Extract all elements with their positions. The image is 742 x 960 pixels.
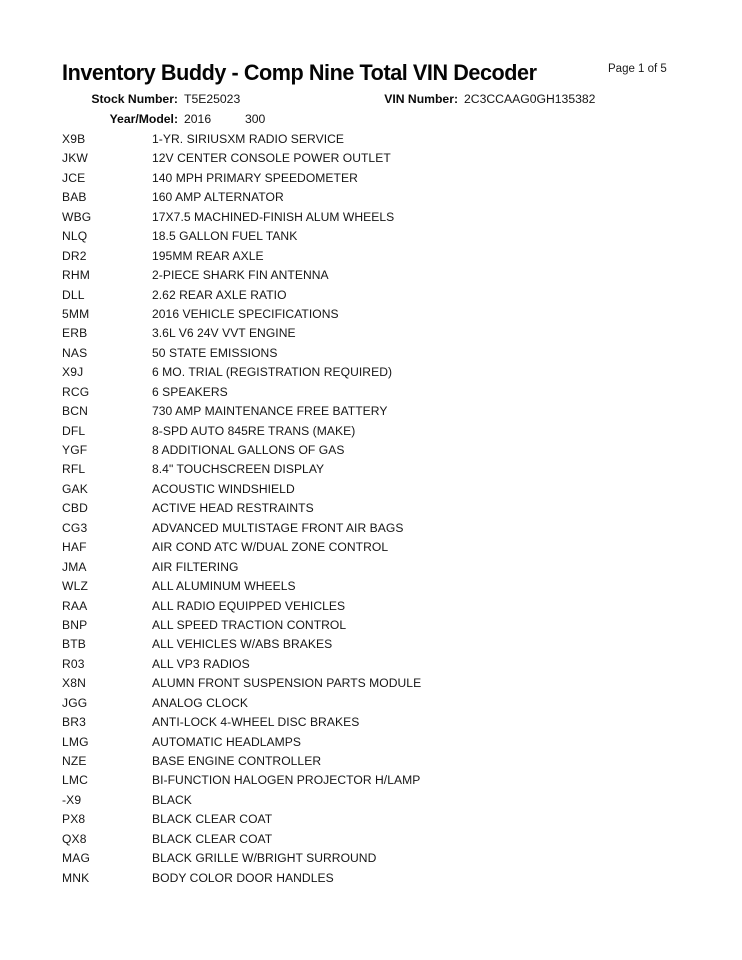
- option-description: 8 ADDITIONAL GALLONS OF GAS: [152, 443, 345, 457]
- option-description: 1-YR. SIRIUSXM RADIO SERVICE: [152, 132, 345, 146]
- stock-number-value: T5E25023: [184, 92, 241, 106]
- option-row: [0, 307, 742, 326]
- option-row: [0, 832, 742, 851]
- option-code: X9B: [62, 132, 86, 146]
- option-code: BNP: [62, 617, 88, 632]
- option-code: JCE: [62, 170, 86, 185]
- model-value: 300: [245, 112, 266, 126]
- option-row: [0, 385, 742, 404]
- option-description: BLACK: [152, 792, 192, 807]
- option-row: [0, 151, 742, 170]
- option-row: [0, 696, 742, 715]
- option-row: [0, 443, 742, 462]
- year-model-row: [0, 112, 742, 132]
- option-code: JMA: [62, 559, 87, 574]
- option-description: 730 AMP MAINTENANCE FREE BATTERY: [152, 404, 388, 419]
- year-value: 2016: [184, 112, 212, 126]
- option-code-list: [0, 132, 742, 890]
- option-code: NZE: [62, 754, 87, 768]
- option-code: R03: [62, 656, 85, 671]
- option-description: BODY COLOR DOOR HANDLES: [152, 870, 334, 885]
- option-row: [0, 288, 742, 307]
- option-row: [0, 599, 742, 618]
- option-description: ACTIVE HEAD RESTRAINTS: [152, 501, 314, 516]
- option-description: 6 SPEAKERS: [152, 384, 228, 399]
- option-description: ACOUSTIC WINDSHIELD: [152, 481, 295, 496]
- option-description: 3.6L V6 24V VVT ENGINE: [152, 326, 296, 341]
- option-description: BLACK CLEAR COAT: [152, 812, 273, 827]
- option-description: AIR COND ATC W/DUAL ZONE CONTROL: [152, 540, 389, 555]
- option-row: [0, 871, 742, 890]
- option-description: ALL SPEED TRACTION CONTROL: [152, 617, 347, 632]
- option-code: BAB: [62, 190, 87, 205]
- option-code: YGF: [62, 443, 88, 457]
- option-row: [0, 773, 742, 792]
- option-code: 5MM: [62, 306, 90, 321]
- option-row: [0, 715, 742, 734]
- option-description: ADVANCED MULTISTAGE FRONT AIR BAGS: [152, 520, 404, 535]
- option-code: JKW: [62, 151, 88, 166]
- vin-number-value: 2C3CCAAG0GH135382: [464, 92, 596, 106]
- option-description: ANALOG CLOCK: [152, 695, 249, 710]
- option-row: [0, 618, 742, 637]
- option-code: NLQ: [62, 229, 88, 244]
- option-code: QX8: [62, 831, 87, 846]
- option-description: ALL VEHICLES W/ABS BRAKES: [152, 637, 333, 652]
- option-row: [0, 424, 742, 443]
- option-row: [0, 132, 742, 151]
- option-row: [0, 268, 742, 287]
- option-description: 17X7.5 MACHINED-FINISH ALUM WHEELS: [152, 209, 395, 224]
- option-description: 12V CENTER CONSOLE POWER OUTLET: [152, 151, 391, 166]
- option-code: RHM: [62, 268, 90, 283]
- option-code: DFL: [62, 423, 86, 438]
- option-code: X8N: [62, 676, 86, 691]
- option-row: [0, 560, 742, 579]
- option-code: PX8: [62, 812, 86, 827]
- option-code: BCN: [62, 404, 88, 419]
- option-code: MNK: [62, 870, 90, 885]
- option-code: HAF: [62, 540, 87, 555]
- option-code: -X9: [62, 792, 82, 807]
- option-description: 2016 VEHICLE SPECIFICATIONS: [152, 306, 339, 321]
- option-row: [0, 404, 742, 423]
- option-code: CBD: [62, 501, 88, 516]
- option-code: JGG: [62, 695, 88, 710]
- option-row: [0, 657, 742, 676]
- option-description: AIR FILTERING: [152, 559, 239, 574]
- option-code: DLL: [62, 287, 85, 302]
- option-code: NAS: [62, 345, 88, 360]
- option-code: X9J: [62, 365, 84, 380]
- option-code: ERB: [62, 326, 88, 341]
- option-description: ALL VP3 RADIOS: [152, 656, 250, 671]
- option-row: [0, 637, 742, 656]
- option-row: [0, 482, 742, 501]
- option-description: 160 AMP ALTERNATOR: [152, 190, 284, 205]
- option-code: MAG: [62, 851, 90, 866]
- option-row: [0, 793, 742, 812]
- option-code: LMG: [62, 734, 89, 749]
- option-code: WBG: [62, 209, 92, 224]
- option-description: AUTOMATIC HEADLAMPS: [152, 734, 302, 749]
- option-description: 18.5 GALLON FUEL TANK: [152, 229, 298, 244]
- option-row: [0, 171, 742, 190]
- option-row: [0, 579, 742, 598]
- page-title: Inventory Buddy - Comp Nine Total VIN Decoder: [62, 60, 537, 85]
- option-description: BLACK CLEAR COAT: [152, 831, 273, 846]
- option-code: RFL: [62, 462, 86, 477]
- option-row: [0, 754, 742, 773]
- option-row: [0, 851, 742, 870]
- option-description: 6 MO. TRIAL (REGISTRATION REQUIRED): [152, 365, 393, 380]
- page-indicator: Page 1 of 5: [608, 63, 667, 75]
- option-code: BR3: [62, 715, 86, 730]
- option-row: [0, 540, 742, 559]
- option-description: BASE ENGINE CONTROLLER: [152, 754, 322, 768]
- option-row: [0, 346, 742, 365]
- option-description: 50 STATE EMISSIONS: [152, 345, 278, 360]
- year-model-label: Year/Model:: [109, 112, 178, 126]
- option-row: [0, 326, 742, 345]
- option-description: 8.4" TOUCHSCREEN DISPLAY: [152, 462, 325, 477]
- option-code: WLZ: [62, 579, 88, 594]
- option-row: [0, 462, 742, 481]
- option-description: ANTI-LOCK 4-WHEEL DISC BRAKES: [152, 715, 360, 730]
- option-code: CG3: [62, 520, 88, 535]
- option-description: 2.62 REAR AXLE RATIO: [152, 287, 287, 302]
- option-code: RAA: [62, 598, 88, 613]
- option-row: [0, 229, 742, 248]
- stock-number-label: Stock Number:: [91, 92, 178, 106]
- option-description: ALUMN FRONT SUSPENSION PARTS MODULE: [152, 676, 422, 691]
- vehicle-meta-block: [0, 92, 742, 132]
- option-code: RCG: [62, 384, 90, 399]
- option-row: [0, 190, 742, 209]
- option-description: 8-SPD AUTO 845RE TRANS (MAKE): [152, 423, 356, 438]
- option-code: BTB: [62, 637, 86, 652]
- option-row: [0, 812, 742, 831]
- option-row: [0, 210, 742, 229]
- stock-and-vin-row: [0, 92, 742, 112]
- option-description: 195MM REAR AXLE: [152, 248, 264, 263]
- option-description: BI-FUNCTION HALOGEN PROJECTOR H/LAMP: [152, 773, 421, 788]
- option-description: ALL ALUMINUM WHEELS: [152, 579, 296, 594]
- option-description: BLACK GRILLE W/BRIGHT SURROUND: [152, 851, 377, 866]
- option-code: LMC: [62, 773, 88, 788]
- option-code: GAK: [62, 481, 88, 496]
- option-description: 140 MPH PRIMARY SPEEDOMETER: [152, 170, 358, 185]
- option-row: [0, 735, 742, 754]
- option-description: ALL RADIO EQUIPPED VEHICLES: [152, 598, 346, 613]
- option-description: 2-PIECE SHARK FIN ANTENNA: [152, 268, 329, 283]
- option-row: [0, 365, 742, 384]
- option-row: [0, 521, 742, 540]
- option-code: DR2: [62, 248, 87, 263]
- option-row: [0, 501, 742, 520]
- option-row: [0, 676, 742, 695]
- vin-number-label: VIN Number:: [384, 92, 458, 106]
- option-row: [0, 249, 742, 268]
